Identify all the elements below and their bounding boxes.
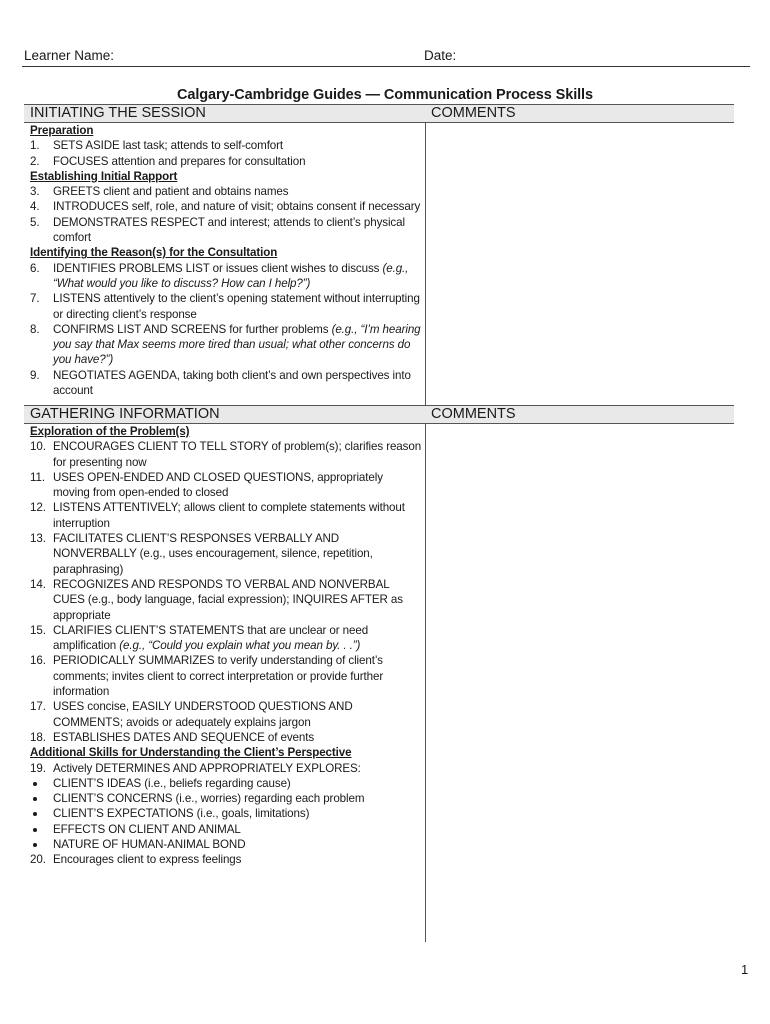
item-text: LISTENS ATTENTIVELY; allows client to complete statements without interruption: [53, 501, 405, 530]
list-item: [30, 154, 422, 169]
item-number: 18.: [30, 730, 46, 744]
item-number: 1.: [30, 139, 40, 153]
item-example: (e.g., “I’m hearing you say that Max seems more tired than usual; what other concerns do you have?”): [53, 322, 421, 367]
list-item: [30, 653, 422, 699]
subheading: Preparation: [30, 124, 94, 137]
item-number: 9.: [30, 368, 40, 382]
item-text: INTRODUCES self, role, and nature of visit; obtains consent if necessary: [53, 200, 421, 214]
item-text: IDENTIFIES PROBLEMS LIST or issues client wishes to discuss: [53, 261, 380, 275]
item-text: RECOGNIZES AND RESPONDS TO VERBAL AND NONVERBAL CUES (e.g., body language, facial expression); INQUIRES AFTER as appropriate: [53, 577, 403, 622]
item-text: CLARIFIES CLIENT’S STATEMENTS that are unclear or need amplification: [53, 623, 369, 653]
item-text: FOCUSES attention and prepares for consultation: [53, 154, 306, 168]
section-header-initiating: [24, 104, 734, 123]
list-item: [30, 184, 422, 199]
subheading: Identifying the Reason(s) for the Consultation: [30, 246, 278, 260]
item-number: 6.: [30, 261, 40, 275]
list-item: [30, 261, 422, 292]
bullet-item: CLIENT’S CONCERNS (i.e., worries) regarding each problem: [30, 791, 422, 806]
list-item: [30, 291, 422, 322]
subheading: Exploration of the Problem(s): [30, 425, 190, 438]
item-text: DEMONSTRATES RESPECT and interest; attends to client’s physical comfort: [53, 215, 405, 245]
learner-name-label: Learner Name:: [24, 48, 115, 63]
subheading: Establishing Initial Rapport: [30, 169, 178, 183]
list-item: [30, 470, 422, 501]
item-text: SETS ASIDE last task; attends to self-comfort: [53, 139, 284, 153]
skills-table: [24, 104, 734, 942]
item-number: 20.: [30, 853, 46, 867]
item-text: FACILITATES CLIENT’S RESPONSES VERBALLY AND NONVERBALLY (e.g., uses encouragement, silence, repetition, paraphrasing): [53, 532, 373, 576]
section-header-gathering: [24, 405, 734, 424]
item-text: USES OPEN-ENDED AND CLOSED QUESTIONS, appropriately moving from open-ended to closed: [53, 470, 383, 500]
initiating-skills-list: [30, 123, 422, 398]
item-number: 13.: [30, 532, 46, 546]
list-item: [30, 322, 422, 368]
bullet-item: NATURE OF HUMAN-ANIMAL BOND: [30, 837, 422, 852]
item-number: 16.: [30, 654, 46, 668]
item-number: 10.: [30, 440, 46, 454]
list-item: [30, 623, 422, 654]
comments-heading: COMMENTS: [431, 105, 516, 121]
date-label: Date:: [424, 48, 457, 63]
list-item: [30, 531, 422, 577]
item-example: (e.g., “Could you explain what you mean by. . .”): [119, 639, 361, 653]
item-number: 17.: [30, 700, 46, 714]
page-title: Calgary-Cambridge Guides — Communication Process Skills: [177, 87, 593, 103]
item-text: Actively DETERMINES AND APPROPRIATELY EXPLORES:: [53, 761, 361, 775]
list-item: [30, 500, 422, 531]
item-number: 7.: [30, 292, 40, 306]
item-number: 8.: [30, 322, 40, 336]
list-item: [30, 852, 422, 867]
item-number: 19.: [30, 761, 46, 775]
bullet-item: CLIENT’S IDEAS (i.e., beliefs regarding cause): [30, 776, 422, 791]
item-text: LISTENS attentively to the client’s opening statement without interrupting or directing client’s response: [53, 292, 420, 321]
column-divider: [425, 104, 426, 942]
item-number: 3.: [30, 185, 40, 199]
item-number: 11.: [30, 470, 45, 484]
section-heading: GATHERING INFORMATION: [30, 406, 220, 422]
item-number: 12.: [30, 501, 46, 515]
item-example: (e.g., “What would you like to discuss? How can I help?”): [53, 261, 409, 290]
header-line: [22, 48, 750, 67]
bullet-item: CLIENT’S EXPECTATIONS (i.e., goals, limitations): [30, 806, 422, 821]
item-text: NEGOTIATES AGENDA, taking both client’s and own perspectives into account: [53, 368, 411, 398]
item-text: Encourages client to express feelings: [53, 853, 242, 867]
list-item: [30, 699, 422, 730]
gathering-skills-list: [30, 424, 422, 868]
item-text: PERIODICALLY SUMMARIZES to verify understanding of client’s comments; invites client to correct interpretation or provide further information: [53, 654, 384, 699]
item-number: 15.: [30, 623, 46, 637]
list-item: [30, 577, 422, 623]
list-item: [30, 215, 422, 246]
item-text: CONFIRMS LIST AND SCREENS for further problems: [53, 322, 329, 336]
list-item: [30, 761, 422, 776]
comments-heading: COMMENTS: [431, 406, 516, 422]
item-number: 4.: [30, 200, 40, 214]
section-heading: INITIATING THE SESSION: [30, 105, 206, 121]
bullet-item: EFFECTS ON CLIENT AND ANIMAL: [30, 822, 422, 837]
item-text: ESTABLISHES DATES AND SEQUENCE of events: [53, 730, 315, 744]
list-item: [30, 138, 422, 153]
item-text: GREETS client and patient and obtains names: [53, 185, 289, 199]
list-item: [30, 199, 422, 214]
page-number: 1: [741, 962, 749, 977]
list-item: [30, 368, 422, 399]
item-number: 14.: [30, 577, 46, 591]
item-number: 2.: [30, 154, 40, 168]
subheading: Additional Skills for Understanding the Client’s Perspective: [30, 746, 352, 760]
item-text: USES concise, EASILY UNDERSTOOD QUESTIONS AND COMMENTS; avoids or adequately explains jargon: [53, 700, 353, 729]
list-item: [30, 730, 422, 745]
item-text: ENCOURAGES CLIENT TO TELL STORY of problem(s); clarifies reason for presenting now: [53, 440, 422, 469]
list-item: [30, 439, 422, 470]
item-number: 5.: [30, 215, 40, 229]
